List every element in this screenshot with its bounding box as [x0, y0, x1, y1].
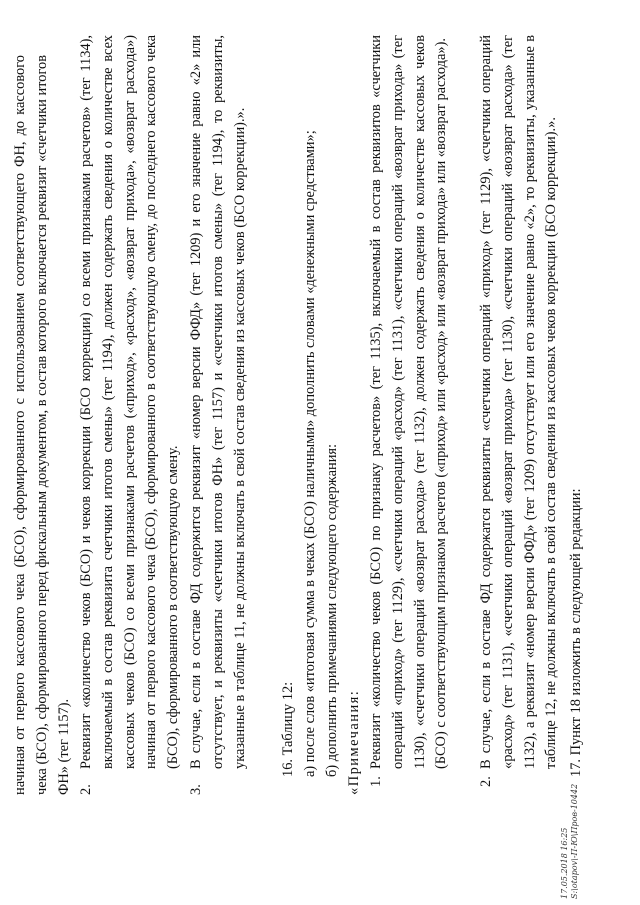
note-2-number: 2.	[478, 776, 494, 787]
paragraph-continuation	[10, 55, 78, 795]
paragraph-continuation-text: начиная от первого кассового чека (БСО), сформированного с использованием соответствующего ФН, до кассового чека (БСО), сформированного перед фискальным документом, в состав которого включается реквизит «счетчики итогов ФН» (тег 1157).	[12, 55, 72, 795]
section-17-title: 17. Пункт 18 изложить в следующей редакции:	[568, 488, 584, 777]
item-2-number: 2.	[78, 784, 94, 795]
item-2	[76, 35, 196, 795]
note-1-number: 1.	[368, 776, 384, 787]
note-1-text: Реквизит «количество чеков (БСО) по признаку расчетов» (тег 1135), включаемый в состав реквизитов «счетчики операций «приход» (тег 1129), «счетчики операций «расход» (тег 1131), «счетчики операций «возврат прихода» (тег 1130), «счетчики операций «возврат расхода» (тег 1132), должен содержать сведения о количестве кассовых чеков (БСО) с соответствующим признаком расчетов («приход» или «расход» или «возврат прихода» или «возврат расхода»).	[368, 35, 450, 769]
section-16-item-b: б) дополнить примечаниями следующего содержания:	[324, 443, 340, 777]
note-2-text: В случае, если в составе ФД содержатся реквизиты «счетчики операций «приход» (тег 1129), «счетчики операций «расход» (тег 1131), «счетчики операций «возврат прихода» (тег 1130), «счетчики операций «возврат расхода» (тег 1132), а реквизит «номер версии ФФД» (тег 1209) отсутствует или его значение равно «2», то реквизиты, указанные в таблице 12, не должны включать в свой состав сведения из кассовых чеков коррекции (БСО коррекции).».	[478, 35, 560, 769]
section-16-title: 16. Таблицу 12:	[280, 681, 296, 777]
notes-heading: «Примечания:	[346, 689, 362, 795]
footer-stamp	[560, 784, 580, 899]
item-3-number: 3.	[188, 784, 204, 795]
footer-path: S:\otapov\-П-Ю\Пров-10442	[570, 783, 579, 899]
item-3-text: В случае, если в составе ФД содержится реквизит «номер версии ФФД» (тег 1209) и его значение равно «2» или отсутствует, и реквизиты «счетчики итогов ФН» (тег 1157) и «счетчики итогов смены» (тег 1194), то реквизиты, указанные в таблице 11, не должны включать в свой состав сведения из кассовых чеков (БСО коррекции).».	[188, 35, 248, 769]
footer-date: 17.05.2018 16:25	[560, 827, 569, 899]
item-2-text: Реквизит «количество чеков (БСО) и чеков коррекции (БСО коррекции) со всеми признаками расчетов» (тег 1134), включаемый в состав реквизита счетчики итогов смены» (тег 1194), должен содержать сведения о количестве всех кассовых чеков (БСО) со всеми признаками расчетов («приход», «расход», «возврат прихода», «возврат расхода») начиная от первого кассового чека (БСО), сформированного в соответствующую смену, до последнего кассового чека (БСО), сформированного в соответствующую смену.	[78, 35, 182, 769]
section-16-item-a: а) после слов «итоговая сумма в чеках (БСО) наличными» дополнить словами «денежными средствами»;	[302, 130, 318, 777]
